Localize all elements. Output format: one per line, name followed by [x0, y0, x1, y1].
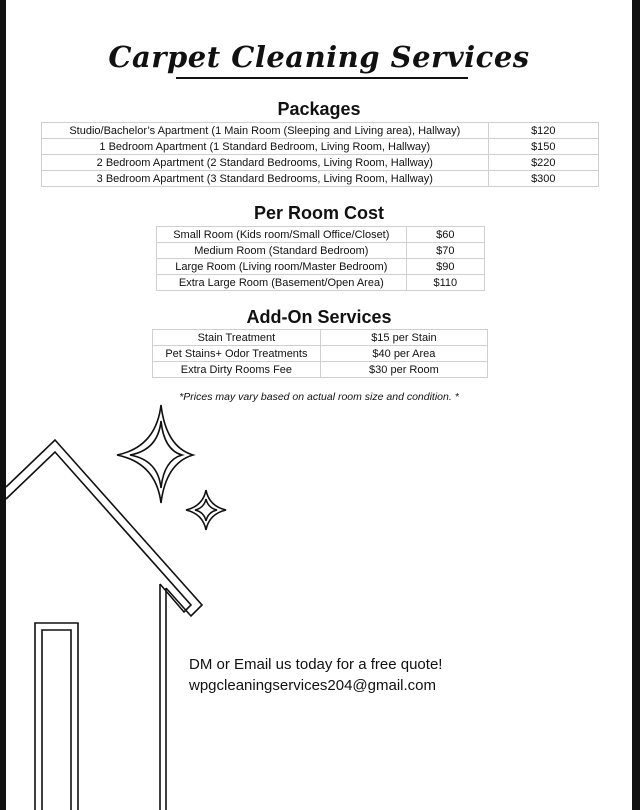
table-row — [157, 243, 485, 259]
package-name: 3 Bedroom Apartment (3 Standard Bedrooms, Living Room, Hallway) — [42, 171, 489, 187]
package-name: 1 Bedroom Apartment (1 Standard Bedroom, Living Room, Hallway) — [42, 139, 489, 155]
house-outline-icon — [6, 440, 202, 810]
room-name: Small Room (Kids room/Small Office/Closet) — [157, 227, 407, 243]
table-row — [42, 123, 599, 139]
per-room-heading: Per Room Cost — [253, 203, 385, 223]
package-name: Studio/Bachelor’s Apartment (1 Main Room (Sleeping and Living area), Hallway) — [42, 123, 489, 139]
addon-price: $40 per Area — [320, 346, 487, 362]
price-note: *Prices may vary based on actual room size and condition. * — [179, 391, 459, 403]
addon-name: Extra Dirty Rooms Fee — [153, 362, 321, 378]
table-row — [157, 259, 485, 275]
room-price: $70 — [406, 243, 484, 259]
page-title: Carpet Cleaning Services — [108, 40, 530, 74]
room-name: Medium Room (Standard Bedroom) — [157, 243, 407, 259]
package-price: $220 — [488, 155, 598, 171]
flyer-page — [6, 0, 632, 810]
package-price: $150 — [488, 139, 598, 155]
addon-price: $15 per Stain — [320, 330, 487, 346]
table-row — [153, 330, 488, 346]
table-row — [157, 275, 485, 291]
title-underline — [176, 77, 468, 79]
room-price: $90 — [406, 259, 484, 275]
addon-name: Stain Treatment — [153, 330, 321, 346]
package-price: $120 — [488, 123, 598, 139]
house-art — [6, 395, 246, 810]
table-row — [153, 362, 488, 378]
packages-table — [41, 122, 599, 187]
contact-line: DM or Email us today for a free quote! — [189, 656, 443, 673]
contact-block — [189, 654, 442, 696]
package-price: $300 — [488, 171, 598, 187]
addons-table — [152, 329, 488, 378]
per-room-table — [156, 226, 485, 291]
packages-heading: Packages — [277, 99, 361, 119]
table-row — [153, 346, 488, 362]
package-name: 2 Bedroom Apartment (2 Standard Bedrooms, Living Room, Hallway) — [42, 155, 489, 171]
addon-name: Pet Stains+ Odor Treatments — [153, 346, 321, 362]
room-name: Extra Large Room (Basement/Open Area) — [157, 275, 407, 291]
sparkle-large-icon — [117, 405, 193, 503]
room-price: $60 — [406, 227, 484, 243]
sparkle-small-icon — [186, 490, 226, 530]
room-price: $110 — [406, 275, 484, 291]
table-row — [42, 139, 599, 155]
addons-heading: Add-On Services — [246, 307, 392, 327]
contact-email[interactable]: wpgcleaningservices204@gmail.com — [189, 677, 437, 694]
table-row — [42, 171, 599, 187]
table-row — [42, 155, 599, 171]
addon-price: $30 per Room — [320, 362, 487, 378]
table-row — [157, 227, 485, 243]
room-name: Large Room (Living room/Master Bedroom) — [157, 259, 407, 275]
